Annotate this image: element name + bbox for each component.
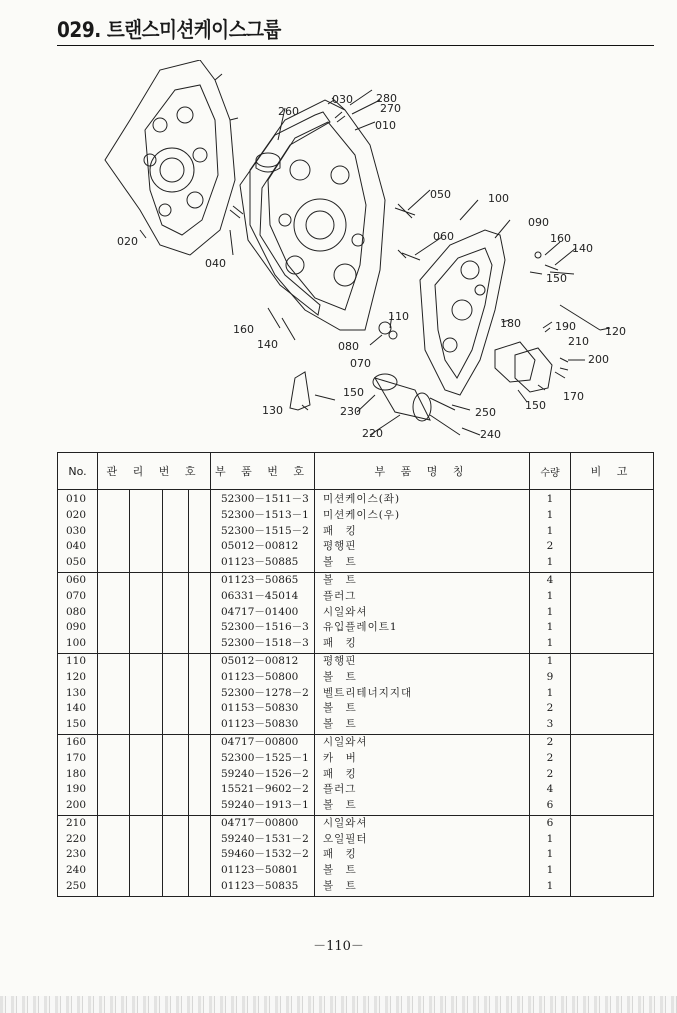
mgmt-cell-2 — [130, 508, 163, 524]
part-number: 01123－50865 — [211, 573, 315, 589]
callout-label: 060 — [433, 230, 454, 243]
row-number: 090 — [58, 620, 98, 636]
part-name: 볼 트 — [315, 555, 530, 573]
part-name: 시일와셔 — [315, 816, 530, 832]
remarks-cell — [571, 620, 654, 636]
row-number: 030 — [58, 524, 98, 540]
mgmt-cell-4 — [189, 767, 211, 783]
part-name: 유입플레이트1 — [315, 620, 530, 636]
table-row — [58, 490, 654, 509]
part-number: 04717－00800 — [211, 816, 315, 832]
mgmt-cell-3 — [163, 751, 189, 767]
part-name: 평행핀 — [315, 654, 530, 670]
mgmt-cell-2 — [130, 798, 163, 816]
remarks-cell — [571, 735, 654, 751]
callout-label: 240 — [480, 428, 501, 441]
remarks-cell — [571, 654, 654, 670]
part-name: 볼 트 — [315, 670, 530, 686]
table-row — [58, 863, 654, 879]
mgmt-cell-4 — [189, 717, 211, 735]
callout-label: 040 — [205, 257, 226, 270]
table-row — [58, 573, 654, 589]
part-number: 52300－1518－3 — [211, 636, 315, 654]
row-number: 110 — [58, 654, 98, 670]
mgmt-cell-2 — [130, 555, 163, 573]
part-number: 59240－1913－1 — [211, 798, 315, 816]
quantity: 1 — [530, 605, 571, 621]
mgmt-cell-2 — [130, 686, 163, 702]
mgmt-cell-2 — [130, 751, 163, 767]
quantity: 3 — [530, 717, 571, 735]
table-row — [58, 654, 654, 670]
mgmt-cell-3 — [163, 735, 189, 751]
mgmt-cell-3 — [163, 539, 189, 555]
mgmt-cell-3 — [163, 782, 189, 798]
part-name: 오일필터 — [315, 832, 530, 848]
quantity: 1 — [530, 879, 571, 897]
callout-label: 150 — [546, 272, 567, 285]
part-number: 52300－1278－2 — [211, 686, 315, 702]
mgmt-cell-3 — [163, 717, 189, 735]
remarks-cell — [571, 573, 654, 589]
mgmt-cell-3 — [163, 863, 189, 879]
parts-table — [57, 452, 654, 897]
remarks-cell — [571, 539, 654, 555]
part-number: 05012－00812 — [211, 539, 315, 555]
part-name: 미션케이스(좌) — [315, 490, 530, 509]
part-name: 시일와셔 — [315, 605, 530, 621]
part-number: 01123－50830 — [211, 717, 315, 735]
mgmt-cell-1 — [98, 782, 130, 798]
callout-label: 070 — [350, 357, 371, 370]
mgmt-cell-1 — [98, 490, 130, 509]
part-number: 01123－50885 — [211, 555, 315, 573]
mgmt-cell-1 — [98, 573, 130, 589]
remarks-cell — [571, 508, 654, 524]
callout-label: 220 — [362, 427, 383, 440]
quantity: 1 — [530, 589, 571, 605]
mgmt-cell-1 — [98, 847, 130, 863]
quantity: 2 — [530, 701, 571, 717]
row-number: 130 — [58, 686, 98, 702]
mgmt-cell-3 — [163, 832, 189, 848]
remarks-cell — [571, 863, 654, 879]
row-number: 120 — [58, 670, 98, 686]
part-number: 01153－50830 — [211, 701, 315, 717]
callout-label: 120 — [605, 325, 626, 338]
part-name: 볼 트 — [315, 573, 530, 589]
header-no: No. — [58, 453, 98, 490]
quantity: 1 — [530, 654, 571, 670]
oil-plate-illustration — [420, 230, 505, 395]
header-management-number: 관 리 번 호 — [98, 453, 211, 490]
mgmt-cell-1 — [98, 735, 130, 751]
callout-label: 050 — [430, 188, 451, 201]
part-name: 패 킹 — [315, 847, 530, 863]
page-title: 029. 트랜스미션케이스그룹 — [57, 18, 281, 42]
mgmt-cell-3 — [163, 573, 189, 589]
quantity: 1 — [530, 555, 571, 573]
mgmt-cell-4 — [189, 735, 211, 751]
mgmt-cell-4 — [189, 751, 211, 767]
row-number: 160 — [58, 735, 98, 751]
mgmt-cell-1 — [98, 654, 130, 670]
callout-label: 080 — [338, 340, 359, 353]
case-left-illustration — [105, 60, 238, 255]
mgmt-cell-2 — [130, 589, 163, 605]
row-number: 180 — [58, 767, 98, 783]
callout-label: 100 — [488, 192, 509, 205]
row-number: 220 — [58, 832, 98, 848]
part-number: 52300－1515－2 — [211, 524, 315, 540]
mgmt-cell-2 — [130, 573, 163, 589]
part-name: 플러그 — [315, 782, 530, 798]
row-number: 060 — [58, 573, 98, 589]
remarks-cell — [571, 670, 654, 686]
part-name: 패 킹 — [315, 524, 530, 540]
part-number: 59460－1532－2 — [211, 847, 315, 863]
callout-label: 260 — [278, 105, 299, 118]
mgmt-cell-1 — [98, 767, 130, 783]
mgmt-cell-2 — [130, 863, 163, 879]
mgmt-cell-3 — [163, 767, 189, 783]
part-name: 벨트리테너지지대 — [315, 686, 530, 702]
row-number: 190 — [58, 782, 98, 798]
row-number: 140 — [58, 701, 98, 717]
mgmt-cell-2 — [130, 767, 163, 783]
quantity: 2 — [530, 751, 571, 767]
quantity: 4 — [530, 782, 571, 798]
remarks-cell — [571, 751, 654, 767]
table-row — [58, 620, 654, 636]
mgmt-cell-1 — [98, 816, 130, 832]
mgmt-cell-1 — [98, 686, 130, 702]
oil-filter-illustration — [373, 374, 431, 421]
remarks-cell — [571, 767, 654, 783]
row-number: 210 — [58, 816, 98, 832]
table-row — [58, 816, 654, 832]
mgmt-cell-4 — [189, 701, 211, 717]
table-row — [58, 539, 654, 555]
part-name: 볼 트 — [315, 879, 530, 897]
quantity: 2 — [530, 539, 571, 555]
quantity: 1 — [530, 636, 571, 654]
table-row — [58, 555, 654, 573]
table-row — [58, 735, 654, 751]
quantity: 1 — [530, 490, 571, 509]
quantity: 1 — [530, 686, 571, 702]
callout-label: 230 — [340, 405, 361, 418]
header-part-name: 부 품 명 칭 — [315, 453, 530, 490]
remarks-cell — [571, 832, 654, 848]
mgmt-cell-2 — [130, 701, 163, 717]
table-row — [58, 751, 654, 767]
mgmt-cell-4 — [189, 539, 211, 555]
table-row — [58, 701, 654, 717]
part-name: 미션케이스(우) — [315, 508, 530, 524]
callout-label: 010 — [375, 119, 396, 132]
table-row — [58, 589, 654, 605]
quantity: 1 — [530, 863, 571, 879]
part-number: 59240－1531－2 — [211, 832, 315, 848]
quantity: 1 — [530, 832, 571, 848]
header-remarks: 비 고 — [571, 453, 654, 490]
row-number: 010 — [58, 490, 98, 509]
title-rule — [57, 45, 654, 46]
remarks-cell — [571, 847, 654, 863]
mgmt-cell-2 — [130, 879, 163, 897]
table-row — [58, 670, 654, 686]
remarks-cell — [571, 717, 654, 735]
row-number: 040 — [58, 539, 98, 555]
mgmt-cell-4 — [189, 832, 211, 848]
mgmt-cell-3 — [163, 686, 189, 702]
mgmt-cell-2 — [130, 636, 163, 654]
part-number: 52300－1513－1 — [211, 508, 315, 524]
mgmt-cell-2 — [130, 654, 163, 670]
quantity: 4 — [530, 573, 571, 589]
part-number: 01123－50801 — [211, 863, 315, 879]
mgmt-cell-2 — [130, 735, 163, 751]
mgmt-cell-1 — [98, 524, 130, 540]
remarks-cell — [571, 701, 654, 717]
mgmt-cell-2 — [130, 620, 163, 636]
table-row — [58, 636, 654, 654]
remarks-cell — [571, 782, 654, 798]
callout-label: 160 — [233, 323, 254, 336]
part-name: 평행핀 — [315, 539, 530, 555]
remarks-cell — [571, 605, 654, 621]
mgmt-cell-4 — [189, 589, 211, 605]
mgmt-cell-1 — [98, 539, 130, 555]
row-number: 200 — [58, 798, 98, 816]
mgmt-cell-4 — [189, 605, 211, 621]
row-number: 100 — [58, 636, 98, 654]
table-row — [58, 508, 654, 524]
mgmt-cell-1 — [98, 670, 130, 686]
row-number: 230 — [58, 847, 98, 863]
row-number: 080 — [58, 605, 98, 621]
part-number: 52300－1516－3 — [211, 620, 315, 636]
callout-label: 170 — [563, 390, 584, 403]
remarks-cell — [571, 555, 654, 573]
row-number: 070 — [58, 589, 98, 605]
mgmt-cell-3 — [163, 701, 189, 717]
mgmt-cell-1 — [98, 717, 130, 735]
part-name: 볼 트 — [315, 863, 530, 879]
table-row — [58, 832, 654, 848]
mgmt-cell-1 — [98, 555, 130, 573]
table-row — [58, 605, 654, 621]
part-number: 15521－9602－2 — [211, 782, 315, 798]
mgmt-cell-1 — [98, 798, 130, 816]
mgmt-cell-1 — [98, 589, 130, 605]
callout-label: 030 — [332, 93, 353, 106]
quantity: 1 — [530, 620, 571, 636]
mgmt-cell-4 — [189, 686, 211, 702]
mgmt-cell-1 — [98, 879, 130, 897]
row-number: 020 — [58, 508, 98, 524]
table-row — [58, 767, 654, 783]
mgmt-cell-3 — [163, 490, 189, 509]
mgmt-cell-2 — [130, 490, 163, 509]
callout-label: 140 — [257, 338, 278, 351]
part-name: 볼 트 — [315, 717, 530, 735]
mgmt-cell-2 — [130, 816, 163, 832]
mgmt-cell-3 — [163, 508, 189, 524]
remarks-cell — [571, 636, 654, 654]
quantity: 1 — [530, 508, 571, 524]
mgmt-cell-3 — [163, 847, 189, 863]
mgmt-cell-4 — [189, 654, 211, 670]
exploded-parts-diagram — [90, 60, 630, 450]
page-number: －110－ — [313, 939, 364, 954]
mgmt-cell-1 — [98, 751, 130, 767]
callout-label: 190 — [555, 320, 576, 333]
callout-label: 130 — [262, 404, 283, 417]
scan-edge-artifact — [0, 996, 677, 1013]
header-part-number: 부 품 번 호 — [211, 453, 315, 490]
part-number: 04717－01400 — [211, 605, 315, 621]
table-row — [58, 798, 654, 816]
mgmt-cell-1 — [98, 701, 130, 717]
mgmt-cell-3 — [163, 620, 189, 636]
mgmt-cell-1 — [98, 620, 130, 636]
table-header-row — [58, 453, 654, 490]
quantity: 2 — [530, 735, 571, 751]
callout-label: 180 — [500, 317, 521, 330]
remarks-cell — [571, 798, 654, 816]
remarks-cell — [571, 589, 654, 605]
mgmt-cell-3 — [163, 670, 189, 686]
callout-label: 020 — [117, 235, 138, 248]
row-number: 050 — [58, 555, 98, 573]
row-number: 240 — [58, 863, 98, 879]
mgmt-cell-1 — [98, 832, 130, 848]
part-number: 01123－50800 — [211, 670, 315, 686]
part-name: 카 버 — [315, 751, 530, 767]
remarks-cell — [571, 490, 654, 509]
part-number: 01123－50835 — [211, 879, 315, 897]
part-name: 볼 트 — [315, 798, 530, 816]
table-row — [58, 847, 654, 863]
callout-label: 270 — [380, 102, 401, 115]
part-number: 05012－00812 — [211, 654, 315, 670]
quantity: 1 — [530, 524, 571, 540]
part-name: 패 킹 — [315, 636, 530, 654]
part-number: 52300－1525－1 — [211, 751, 315, 767]
callout-label: 210 — [568, 335, 589, 348]
mgmt-cell-2 — [130, 847, 163, 863]
row-number: 170 — [58, 751, 98, 767]
quantity: 1 — [530, 847, 571, 863]
mgmt-cell-4 — [189, 573, 211, 589]
mgmt-cell-3 — [163, 636, 189, 654]
callout-label: 140 — [572, 242, 593, 255]
part-number: 04717－00800 — [211, 735, 315, 751]
table-row — [58, 717, 654, 735]
mgmt-cell-4 — [189, 816, 211, 832]
callout-label: 160 — [550, 232, 571, 245]
mgmt-cell-2 — [130, 717, 163, 735]
callout-label: 090 — [528, 216, 549, 229]
row-number: 150 — [58, 717, 98, 735]
mgmt-cell-4 — [189, 620, 211, 636]
mgmt-cell-4 — [189, 782, 211, 798]
mgmt-cell-3 — [163, 654, 189, 670]
callout-label: 150 — [343, 386, 364, 399]
mgmt-cell-4 — [189, 490, 211, 509]
mgmt-cell-3 — [163, 555, 189, 573]
mgmt-cell-3 — [163, 798, 189, 816]
mgmt-cell-4 — [189, 555, 211, 573]
table-row — [58, 879, 654, 897]
mgmt-cell-1 — [98, 636, 130, 654]
mgmt-cell-4 — [189, 670, 211, 686]
table-row — [58, 686, 654, 702]
mgmt-cell-4 — [189, 798, 211, 816]
remarks-cell — [571, 524, 654, 540]
mgmt-cell-1 — [98, 863, 130, 879]
remarks-cell — [571, 816, 654, 832]
callout-label: 280 — [376, 92, 397, 105]
table-row — [58, 782, 654, 798]
case-main-illustration — [250, 100, 385, 330]
quantity: 6 — [530, 798, 571, 816]
mgmt-cell-3 — [163, 605, 189, 621]
mgmt-cell-4 — [189, 879, 211, 897]
callout-label: 250 — [475, 406, 496, 419]
mgmt-cell-2 — [130, 782, 163, 798]
mgmt-cell-2 — [130, 670, 163, 686]
mgmt-cell-3 — [163, 589, 189, 605]
part-name: 볼 트 — [315, 701, 530, 717]
mgmt-cell-4 — [189, 636, 211, 654]
quantity: 9 — [530, 670, 571, 686]
mgmt-cell-3 — [163, 524, 189, 540]
table-row — [58, 524, 654, 540]
remarks-cell — [571, 879, 654, 897]
mgmt-cell-4 — [189, 863, 211, 879]
part-number: 59240－1526－2 — [211, 767, 315, 783]
mgmt-cell-1 — [98, 508, 130, 524]
part-number: 06331－45014 — [211, 589, 315, 605]
callout-label: 150 — [525, 399, 546, 412]
quantity: 6 — [530, 816, 571, 832]
row-number: 250 — [58, 879, 98, 897]
mgmt-cell-4 — [189, 524, 211, 540]
callout-label: 110 — [388, 310, 409, 323]
mgmt-cell-4 — [189, 508, 211, 524]
mgmt-cell-2 — [130, 539, 163, 555]
mgmt-cell-2 — [130, 524, 163, 540]
callout-label: 200 — [588, 353, 609, 366]
mgmt-cell-2 — [130, 832, 163, 848]
part-name: 시일와셔 — [315, 735, 530, 751]
part-name: 패 킹 — [315, 767, 530, 783]
mgmt-cell-2 — [130, 605, 163, 621]
mgmt-cell-3 — [163, 816, 189, 832]
part-name: 플러그 — [315, 589, 530, 605]
mgmt-cell-1 — [98, 605, 130, 621]
mgmt-cell-4 — [189, 847, 211, 863]
quantity: 2 — [530, 767, 571, 783]
mgmt-cell-3 — [163, 879, 189, 897]
remarks-cell — [571, 686, 654, 702]
part-number: 52300－1511－3 — [211, 490, 315, 509]
header-quantity: 수량 — [530, 453, 571, 490]
